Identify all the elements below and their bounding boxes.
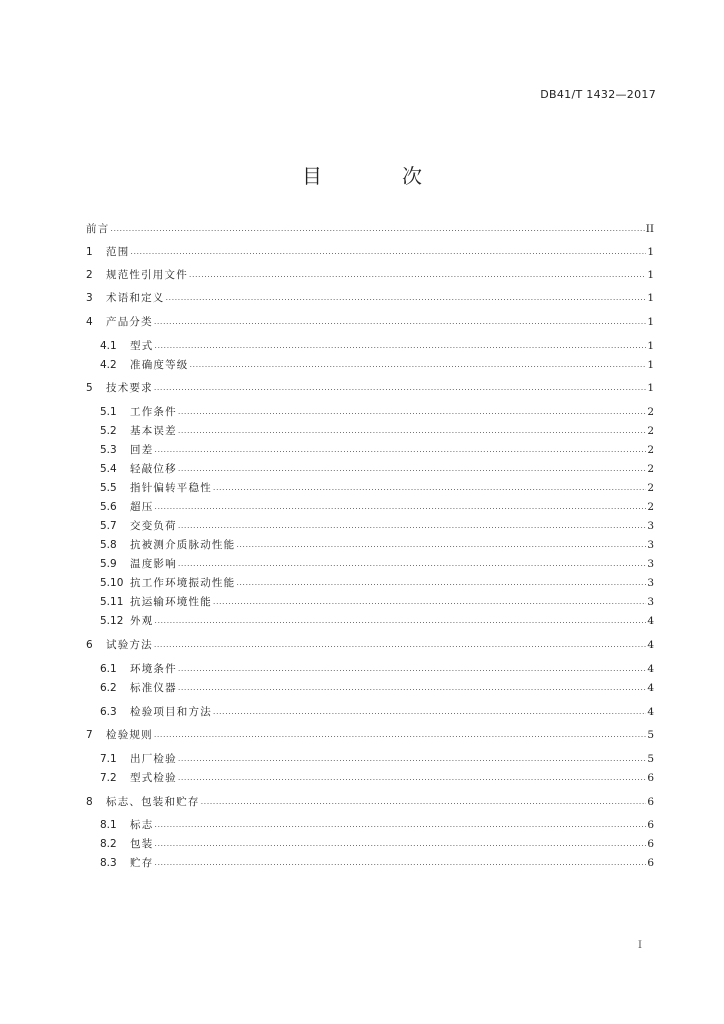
toc-entry-page: 2 [647,482,654,494]
toc-entry-page: 3 [647,577,654,589]
toc-dot-leader [178,662,647,676]
toc-entry-page: 2 [647,406,654,418]
toc-entry-number: 6.1 [100,663,117,675]
toc-entry-number: 8.1 [100,819,117,831]
toc-entry-title: 前言 [86,223,110,235]
toc-entry-title: 指针偏转平稳性 [130,482,212,494]
toc-entry-page: 6 [647,838,654,850]
toc-entry-title: 规范性引用文件 [106,269,188,281]
toc-dot-leader [178,405,647,419]
toc-entry-page: 2 [647,444,654,456]
toc-entry-title: 环境条件 [130,663,177,675]
toc-entry-number: 8.3 [100,857,117,869]
toc-dot-leader [178,424,647,438]
toc-entry-page: 1 [647,316,654,328]
toc-entry[interactable] [100,358,654,372]
toc-entry-number: 5.7 [100,520,117,532]
toc-entry-page: 1 [647,359,654,371]
toc-entry[interactable] [100,856,654,870]
toc-entry-page: 6 [647,796,654,808]
toc-entry[interactable] [86,795,654,809]
toc-entry-number: 5.11 [100,596,124,608]
toc-dot-leader [213,595,646,609]
toc-dot-leader [154,315,647,329]
toc-dot-leader [178,519,647,533]
toc-entry-page: 1 [647,340,654,352]
toc-entry[interactable] [100,705,654,719]
toc-dot-leader [154,818,646,832]
toc-entry-page: 1 [647,292,654,304]
toc-entry-title: 温度影响 [130,558,177,570]
toc-entry[interactable] [100,405,654,419]
toc-entry[interactable] [100,481,654,495]
toc-entry[interactable] [86,728,654,742]
toc-entry[interactable] [86,381,654,395]
toc-entry-title: 抗被测介质脉动性能 [130,539,236,551]
toc-entry[interactable] [86,222,654,236]
toc-entry-number: 4.2 [100,359,117,371]
toc-entry-page: 3 [647,520,654,532]
toc-entry-page: 4 [647,615,654,627]
toc-entry-number: 5.3 [100,444,117,456]
toc-entry[interactable] [100,614,654,628]
toc-entry[interactable] [100,771,654,785]
toc-entry-page: 5 [647,753,654,765]
toc-entry-page: 6 [647,819,654,831]
toc-dot-leader [154,638,647,652]
toc-entry-number: 7 [86,729,93,741]
toc-entry-title: 超压 [130,501,154,513]
toc-entry[interactable] [100,752,654,766]
toc-entry-number: 5.12 [100,615,124,627]
toc-entry-title: 产品分类 [106,316,153,328]
toc-dot-leader [154,443,646,457]
toc-dot-leader [154,500,646,514]
toc-entry[interactable] [86,245,654,259]
toc-entry-number: 5.4 [100,463,117,475]
toc-entry-title: 标志、包装和贮存 [106,796,200,808]
toc-entry-number: 5.9 [100,558,117,570]
toc-entry[interactable] [100,519,654,533]
toc-dot-leader [201,795,647,809]
toc-entry[interactable] [100,681,654,695]
toc-entry-page: 2 [647,463,654,475]
toc-entry-page: 3 [647,596,654,608]
toc-dot-leader [213,705,646,719]
toc-entry-number: 6 [86,639,93,651]
toc-entry-number: 7.2 [100,772,117,784]
toc-entry-title: 贮存 [130,857,154,869]
toc-entry-title: 型式检验 [130,772,177,784]
toc-entry-title: 交变负荷 [130,520,177,532]
toc-entry-title: 型式 [130,340,154,352]
toc-entry-number: 8.2 [100,838,117,850]
toc-entry-page: 4 [647,682,654,694]
toc-entry[interactable] [100,576,654,590]
toc-dot-leader [154,381,647,395]
toc-entry[interactable] [86,315,654,329]
toc-entry[interactable] [100,595,654,609]
toc-entry-title: 抗运输环境性能 [130,596,212,608]
toc-dot-leader [154,856,646,870]
toc-entry-number: 5.5 [100,482,117,494]
toc-entry-number: 5.2 [100,425,117,437]
toc-dot-leader [130,245,646,259]
toc-entry[interactable] [100,662,654,676]
toc-entry-title: 检验项目和方法 [130,706,212,718]
toc-dot-leader [154,339,646,353]
toc-dot-leader [110,222,644,236]
toc-entry-page: 6 [647,857,654,869]
toc-entry-number: 5.6 [100,501,117,513]
toc-title: 目 次 [302,164,452,188]
toc-entry[interactable] [100,837,654,851]
toc-entry-title: 标准仪器 [130,682,177,694]
toc-entry[interactable] [100,462,654,476]
toc-entry-page: 4 [647,706,654,718]
toc-entry-number: 7.1 [100,753,117,765]
toc-entry[interactable] [100,424,654,438]
toc-entry-title: 术语和定义 [106,292,165,304]
toc-entry-title: 工作条件 [130,406,177,418]
toc-entry-title: 标志 [130,819,154,831]
toc-entry[interactable] [86,291,654,305]
toc-dot-leader [166,291,647,305]
toc-entry-page: 2 [647,425,654,437]
toc-entry-number: 4.1 [100,340,117,352]
toc-dot-leader [178,681,647,695]
toc-entry-page: 5 [647,729,654,741]
toc-entry-number: 2 [86,269,93,281]
toc-dot-leader [178,752,647,766]
toc-entry-page: 3 [647,558,654,570]
toc-entry-title: 准确度等级 [130,359,189,371]
toc-entry-page: 6 [647,772,654,784]
toc-entry-page: 1 [647,269,654,281]
toc-entry-number: 1 [86,246,93,258]
toc-dot-leader [236,576,646,590]
toc-entry-title: 范围 [106,246,130,258]
toc-entry-title: 检验规则 [106,729,153,741]
toc-entry-number: 5.8 [100,539,117,551]
toc-entry-page: 4 [647,639,654,651]
toc-entry-title: 轻敲位移 [130,463,177,475]
toc-entry-number: 4 [86,316,93,328]
toc-entry[interactable] [86,268,654,282]
toc-entry-page: 1 [647,382,654,394]
toc-entry-title: 抗工作环境振动性能 [130,577,236,589]
toc-entry-number: 5 [86,382,93,394]
toc-entry-title: 出厂检验 [130,753,177,765]
toc-dot-leader [154,837,646,851]
toc-entry[interactable] [86,638,654,652]
toc-dot-leader [178,771,647,785]
toc-dot-leader [213,481,646,495]
toc-dot-leader [178,462,647,476]
page-number: I [638,940,642,951]
toc-dot-leader [154,728,647,742]
toc-entry-title: 包装 [130,838,154,850]
toc-entry-title: 试验方法 [106,639,153,651]
toc-entry-title: 回差 [130,444,154,456]
toc-entry-number: 3 [86,292,93,304]
toc-entry-number: 6.3 [100,706,117,718]
toc-entry-title: 技术要求 [106,382,153,394]
toc-entry[interactable] [100,500,654,514]
standard-code: DB41/T 1432—2017 [540,88,656,101]
toc-entry-page: 3 [647,539,654,551]
toc-entry-page: 4 [647,663,654,675]
toc-entry-title: 外观 [130,615,154,627]
toc-entry-number: 6.2 [100,682,117,694]
toc-entry[interactable] [100,557,654,571]
toc-entry-number: 8 [86,796,93,808]
toc-dot-leader [189,268,646,282]
toc-dot-leader [236,538,646,552]
toc-dot-leader [178,557,647,571]
toc-entry-title: 基本误差 [130,425,177,437]
toc-entry[interactable] [100,818,654,832]
toc-entry[interactable] [100,538,654,552]
toc-entry[interactable] [100,339,654,353]
toc-entry-number: 5.10 [100,577,124,589]
toc-dot-leader [154,614,646,628]
toc-entry-page: 2 [647,501,654,513]
toc-entry[interactable] [100,443,654,457]
toc-entry-page: 1 [647,246,654,258]
toc-entry-number: 5.1 [100,406,117,418]
toc-dot-leader [190,358,647,372]
toc-entry-page: II [645,223,654,235]
